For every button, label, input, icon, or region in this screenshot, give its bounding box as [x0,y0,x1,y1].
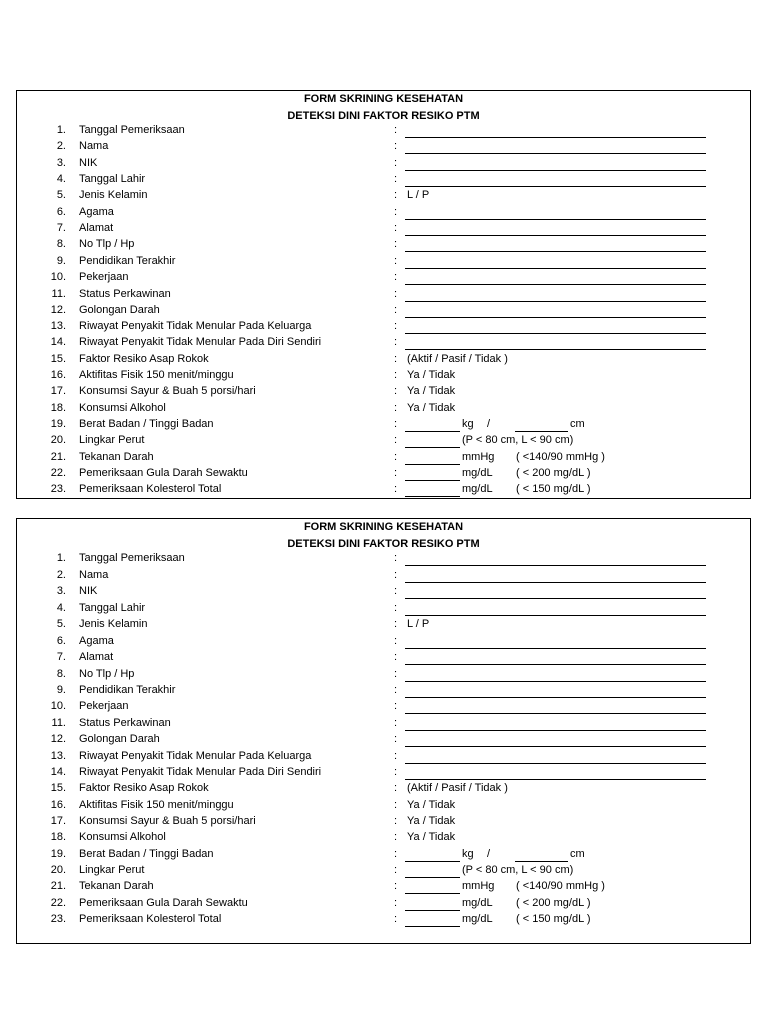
form-row [17,189,750,205]
form-row [17,717,750,733]
row-label: Pekerjaan [79,271,129,283]
row-label: Aktifitas Fisik 150 menit/minggu [79,799,234,811]
yes-no-options[interactable]: Ya / Tidak [407,799,456,811]
row-colon: : [394,467,398,479]
form-row [17,635,750,651]
row-colon: : [394,569,398,581]
row-label: Tekanan Darah [79,451,154,463]
row-number: 1. [56,552,66,564]
row-number: 10. [50,271,66,283]
row-colon: : [394,140,398,152]
row-number: 15. [50,782,66,794]
row-colon: : [394,369,398,381]
row-colon: : [394,206,398,218]
row-number: 7. [56,222,66,234]
row-colon: : [394,815,398,827]
form-subtitle: DETEKSI DINI FAKTOR RESIKO PTM [287,538,480,550]
row-label: Pemeriksaan Kolesterol Total [79,913,222,925]
row-label: Golongan Darah [79,304,160,316]
answer-line[interactable] [405,268,706,269]
row-label: Pekerjaan [79,700,129,712]
row-number: 3. [56,585,66,597]
form-row [17,288,750,304]
height-unit: cm [570,848,585,860]
row-colon: : [394,124,398,136]
answer-line[interactable] [405,697,706,698]
answer-line[interactable] [405,219,706,220]
form-row [17,206,750,222]
form-row [17,700,750,716]
answer-line[interactable] [405,137,706,138]
row-number: 17. [50,385,66,397]
form-row [17,157,750,173]
form-title: FORM SKRINING KESEHATAN [303,521,464,533]
smoking-options[interactable]: (Aktif / Pasif / Tidak ) [407,353,508,365]
row-number: 17. [50,815,66,827]
row-number: 23. [50,483,66,495]
row-number: 11. [51,288,66,300]
row-number: 14. [50,336,66,348]
row-colon: : [394,782,398,794]
unit-label: mmHg [462,880,495,892]
row-colon: : [394,353,398,365]
row-colon: : [394,304,398,316]
form-row [17,602,750,618]
row-colon: : [394,831,398,843]
answer-line[interactable] [405,763,706,764]
row-number: 7. [56,651,66,663]
row-label: Status Perkawinan [79,288,171,300]
form-row [17,618,750,634]
row-number: 15. [50,353,66,365]
row-number: 9. [56,255,66,267]
yes-no-options[interactable]: Ya / Tidak [407,402,456,414]
smoking-options[interactable]: (Aktif / Pasif / Tidak ) [407,782,508,794]
row-colon: : [394,189,398,201]
row-number: 18. [50,831,66,843]
row-label: Pemeriksaan Gula Darah Sewaktu [79,897,248,909]
row-number: 12. [50,733,66,745]
unit-separator: / [487,418,491,430]
weight-unit: kg [462,418,474,430]
form-row [17,418,750,434]
row-colon: : [394,418,398,430]
row-colon: : [394,552,398,564]
form-row [17,766,750,782]
form-row [17,467,750,483]
row-label: Faktor Resiko Asap Rokok [79,353,209,365]
gender-options[interactable]: L / P [407,189,430,201]
row-colon: : [394,255,398,267]
answer-line[interactable] [405,301,706,302]
row-number: 9. [56,684,66,696]
row-label: Alamat [79,222,114,234]
row-label: Tanggal Pemeriksaan [79,552,185,564]
form-row [17,385,750,401]
row-label: Nama [79,569,109,581]
answer-line[interactable] [405,713,706,714]
form-row [17,848,750,864]
answer-line[interactable] [405,615,706,616]
answer-line[interactable] [405,349,706,350]
row-label: Konsumsi Alkohol [79,831,166,843]
row-number: 13. [50,320,66,332]
answer-line[interactable] [405,333,706,334]
reference-note: (P < 80 cm, L < 90 cm) [462,864,574,876]
row-number: 14. [50,766,66,778]
row-number: 8. [56,668,66,680]
row-label: Status Perkawinan [79,717,171,729]
row-label: Jenis Kelamin [79,618,148,630]
form-row [17,173,750,189]
row-colon: : [394,799,398,811]
row-label: Jenis Kelamin [79,189,148,201]
row-number: 1. [56,124,66,136]
row-label: Riwayat Penyakit Tidak Menular Pada Diri Sendiri [79,336,322,348]
row-label: Faktor Resiko Asap Rokok [79,782,209,794]
row-colon: : [394,684,398,696]
weight-unit: kg [462,848,474,860]
form-row [17,668,750,684]
row-label: Konsumsi Sayur & Buah 5 porsi/hari [79,385,256,397]
form-row [17,651,750,667]
answer-line[interactable] [405,746,706,747]
unit-label: mg/dL [462,897,493,909]
row-number: 11. [51,717,66,729]
row-label: Golongan Darah [79,733,160,745]
answer-line[interactable] [405,284,706,285]
screening-form [16,518,751,944]
unit-label: mg/dL [462,467,493,479]
row-number: 23. [50,913,66,925]
row-label: Konsumsi Alkohol [79,402,166,414]
reference-note: (P < 80 cm, L < 90 cm) [462,434,574,446]
answer-line[interactable] [405,779,706,780]
form-row [17,336,750,352]
row-number: 16. [50,799,66,811]
row-number: 6. [56,635,66,647]
form-row [17,369,750,385]
row-number: 2. [56,569,66,581]
row-label: Alamat [79,651,114,663]
form-row [17,483,750,499]
row-colon: : [394,222,398,234]
blood-pressure-blank[interactable] [405,893,460,894]
row-number: 21. [50,880,66,892]
row-label: Lingkar Perut [79,864,145,876]
answer-line[interactable] [405,317,706,318]
row-colon: : [394,238,398,250]
row-colon: : [394,635,398,647]
row-colon: : [394,402,398,414]
reference-note: ( <140/90 mmHg ) [516,880,605,892]
row-colon: : [394,602,398,614]
answer-line[interactable] [405,186,706,187]
form-row [17,750,750,766]
form-row [17,864,750,880]
row-number: 12. [50,304,66,316]
blood-pressure-blank[interactable] [405,464,460,465]
form-subtitle: DETEKSI DINI FAKTOR RESIKO PTM [287,110,480,122]
row-label: No Tlp / Hp [79,668,135,680]
row-colon: : [394,618,398,630]
row-number: 10. [50,700,66,712]
answer-line[interactable] [405,235,706,236]
row-colon: : [394,271,398,283]
row-label: Riwayat Penyakit Tidak Menular Pada Keluarga [79,750,312,762]
form-row [17,585,750,601]
form-row [17,733,750,749]
form-title: FORM SKRINING KESEHATAN [303,93,464,105]
row-number: 6. [56,206,66,218]
row-label: Nama [79,140,109,152]
answer-line[interactable] [405,153,706,154]
row-number: 19. [50,848,66,860]
reference-note: ( < 200 mg/dL ) [516,467,591,479]
row-number: 3. [56,157,66,169]
cholesterol-blank[interactable] [405,496,460,497]
form-row [17,451,750,467]
row-label: Riwayat Penyakit Tidak Menular Pada Diri Sendiri [79,766,322,778]
form-row [17,552,750,568]
answer-line[interactable] [405,170,706,171]
form-row [17,815,750,831]
row-number: 4. [56,173,66,185]
row-colon: : [394,848,398,860]
form-row [17,271,750,287]
form-row [17,140,750,156]
row-label: No Tlp / Hp [79,238,135,250]
answer-line[interactable] [405,251,706,252]
row-colon: : [394,336,398,348]
row-colon: : [394,434,398,446]
unit-label: mmHg [462,451,495,463]
unit-separator: / [487,848,491,860]
height-blank[interactable] [515,861,568,862]
waist-blank[interactable] [405,877,460,878]
answer-line[interactable] [405,648,706,649]
yes-no-options[interactable]: Ya / Tidak [407,815,456,827]
row-colon: : [394,157,398,169]
answer-line[interactable] [405,730,706,731]
blood-sugar-blank[interactable] [405,480,460,481]
form-row [17,799,750,815]
yes-no-options[interactable]: Ya / Tidak [407,831,456,843]
row-label: Berat Badan / Tinggi Badan [79,848,214,860]
blood-sugar-blank[interactable] [405,910,460,911]
row-number: 8. [56,238,66,250]
form-row [17,897,750,913]
row-colon: : [394,700,398,712]
answer-line[interactable] [405,565,706,566]
row-label: Pendidikan Terakhir [79,684,176,696]
form-row [17,304,750,320]
form-row [17,831,750,847]
form-row [17,222,750,238]
row-number: 13. [50,750,66,762]
row-number: 16. [50,369,66,381]
row-number: 22. [50,467,66,479]
row-label: Pemeriksaan Gula Darah Sewaktu [79,467,248,479]
row-colon: : [394,750,398,762]
row-label: Aktifitas Fisik 150 menit/minggu [79,369,234,381]
row-label: NIK [79,585,98,597]
reference-note: ( < 150 mg/dL ) [516,913,591,925]
form-row [17,124,750,140]
row-number: 2. [56,140,66,152]
height-blank[interactable] [515,431,568,432]
row-colon: : [394,897,398,909]
row-colon: : [394,913,398,925]
row-colon: : [394,173,398,185]
yes-no-options[interactable]: Ya / Tidak [407,385,456,397]
weight-blank[interactable] [405,431,460,432]
form-row [17,238,750,254]
row-number: 5. [56,189,66,201]
row-number: 20. [50,864,66,876]
row-label: Lingkar Perut [79,434,145,446]
answer-line[interactable] [405,681,706,682]
form-row [17,353,750,369]
row-number: 20. [50,434,66,446]
form-row [17,782,750,798]
height-unit: cm [570,418,585,430]
answer-line[interactable] [405,582,706,583]
row-label: NIK [79,157,98,169]
unit-label: mg/dL [462,913,493,925]
row-label: Tekanan Darah [79,880,154,892]
cholesterol-blank[interactable] [405,926,460,927]
row-colon: : [394,668,398,680]
row-colon: : [394,880,398,892]
form-row [17,320,750,336]
row-label: Pendidikan Terakhir [79,255,176,267]
row-label: Tanggal Lahir [79,173,146,185]
row-number: 22. [50,897,66,909]
row-colon: : [394,451,398,463]
form-row [17,569,750,585]
reference-note: ( <140/90 mmHg ) [516,451,605,463]
row-colon: : [394,320,398,332]
gender-options[interactable]: L / P [407,618,430,630]
row-label: Pemeriksaan Kolesterol Total [79,483,222,495]
form-row [17,684,750,700]
row-label: Tanggal Lahir [79,602,146,614]
row-colon: : [394,766,398,778]
row-label: Tanggal Pemeriksaan [79,124,185,136]
row-colon: : [394,483,398,495]
row-colon: : [394,385,398,397]
screening-form [16,90,751,499]
unit-label: mg/dL [462,483,493,495]
reference-note: ( < 150 mg/dL ) [516,483,591,495]
row-colon: : [394,864,398,876]
answer-line[interactable] [405,598,706,599]
row-label: Agama [79,206,114,218]
row-label: Berat Badan / Tinggi Badan [79,418,214,430]
reference-note: ( < 200 mg/dL ) [516,897,591,909]
row-colon: : [394,288,398,300]
form-row [17,880,750,896]
row-number: 5. [56,618,66,630]
form-row [17,255,750,271]
row-number: 18. [50,402,66,414]
waist-blank[interactable] [405,447,460,448]
weight-blank[interactable] [405,861,460,862]
row-colon: : [394,585,398,597]
row-label: Agama [79,635,114,647]
row-number: 4. [56,602,66,614]
row-colon: : [394,717,398,729]
row-label: Konsumsi Sayur & Buah 5 porsi/hari [79,815,256,827]
row-number: 21. [50,451,66,463]
yes-no-options[interactable]: Ya / Tidak [407,369,456,381]
row-number: 19. [50,418,66,430]
answer-line[interactable] [405,664,706,665]
row-colon: : [394,651,398,663]
row-colon: : [394,733,398,745]
row-label: Riwayat Penyakit Tidak Menular Pada Keluarga [79,320,312,332]
form-row [17,913,750,929]
form-row [17,402,750,418]
form-row [17,434,750,450]
